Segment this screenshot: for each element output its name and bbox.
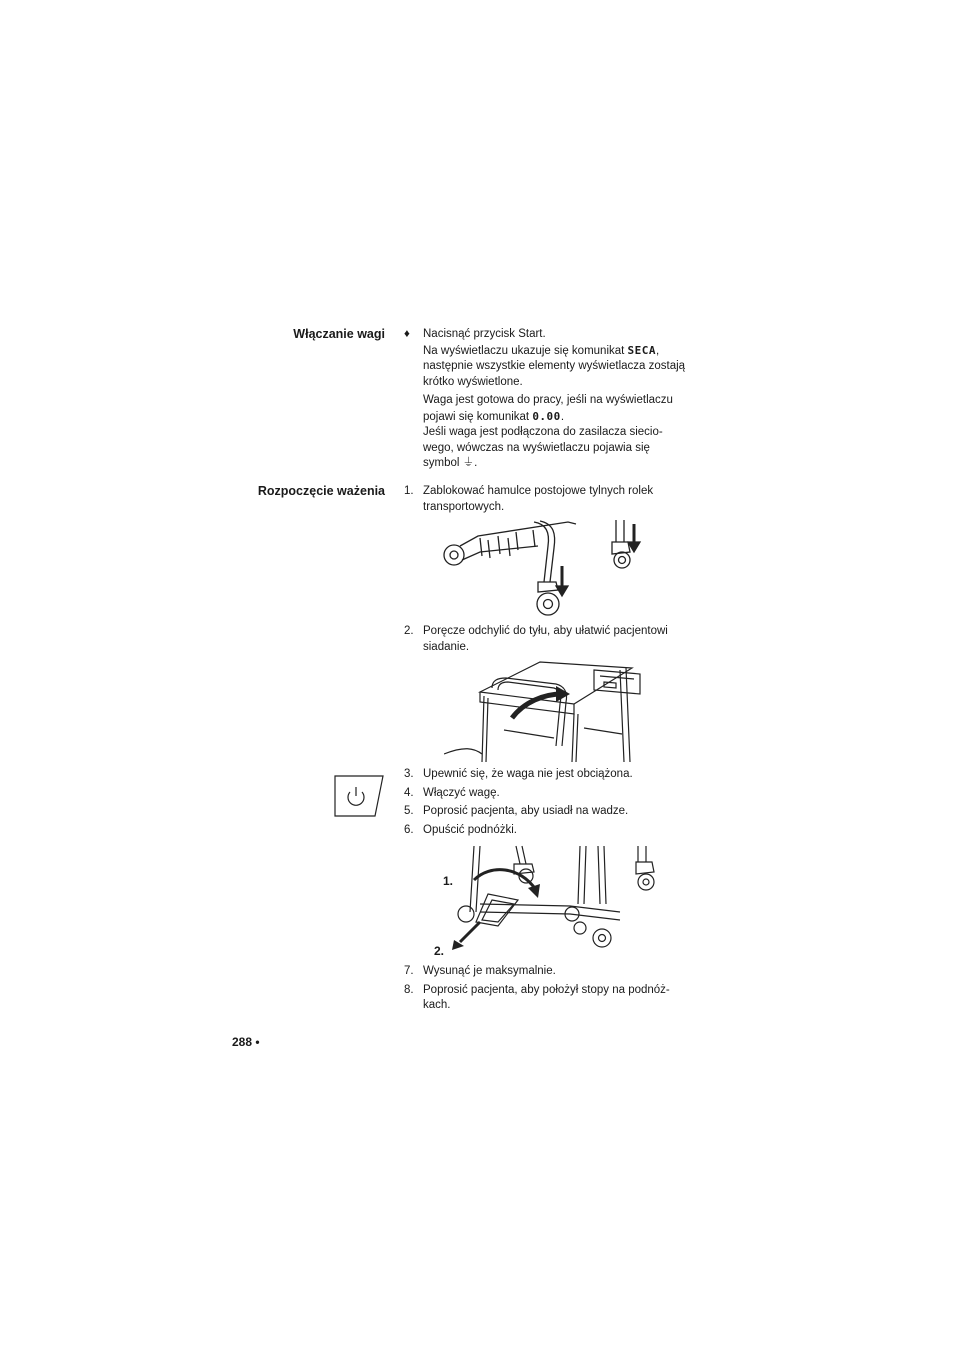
text-line: następnie wszystkie elementy wyświetlacza zostają <box>423 360 686 372</box>
text-line: Jeśli waga jest podłączona do zasilacza siecio- <box>423 426 663 438</box>
figure-label-2: 2. <box>434 944 445 958</box>
display-zero: 0.00 <box>532 409 561 423</box>
heading-wlaczanie-wagi: Włączanie wagi <box>293 327 385 341</box>
step-3 <box>404 767 704 783</box>
heading-rozpoczecie-wazenia: Rozpoczęcie ważenia <box>257 484 385 498</box>
text-line: Upewnić się, że waga nie jest obciążona. <box>423 768 633 780</box>
text-line: Na wyświetlaczu ukazuje się komunikat SECA, <box>423 343 660 357</box>
step-number: 4. <box>404 786 414 799</box>
text-line: Nacisnąć przycisk Start. <box>423 328 546 340</box>
figure-footrests <box>434 842 662 960</box>
text-line: pojawi się komunikat 0.00. <box>423 409 565 423</box>
step-4 <box>404 786 704 802</box>
power-icon <box>348 787 364 805</box>
page-number: 288 • <box>232 1035 260 1049</box>
text-line: Poprosić pacjenta, aby usiadł na wadze. <box>423 805 629 817</box>
text-line: siadanie. <box>423 640 470 653</box>
text-line: Zablokować hamulce postojowe tylnych rolek <box>423 485 654 497</box>
text-line: kach. <box>423 999 451 1011</box>
step-number: 7. <box>404 965 414 977</box>
figure-armrests <box>444 658 656 762</box>
text-line: symbol ⏚. <box>423 457 478 469</box>
text-line: Poręcze odchylić do tyłu, aby ułatwić pacjentowi <box>423 625 668 637</box>
display-seca: SECA <box>627 343 657 357</box>
step-5 <box>404 804 704 820</box>
text-line: wego, wówczas na wyświetlaczu pojawia się <box>423 441 650 454</box>
text-line: krótko wyświetlone. <box>423 375 523 388</box>
text-line: Opuścić podnóżki. <box>423 823 517 836</box>
start-button-graphic <box>333 774 385 818</box>
section1-body <box>404 327 704 472</box>
steps-3-6 <box>404 767 704 838</box>
step-number: 8. <box>404 983 414 996</box>
step-2 <box>404 624 704 655</box>
step-number: 1. <box>404 485 414 497</box>
text-line: Włączyć wagę. <box>423 786 500 799</box>
step-8 <box>404 983 704 1014</box>
step-number: 5. <box>404 805 414 817</box>
step-number: 3. <box>404 768 414 780</box>
text-line: Wysunąć je maksymalnie. <box>423 965 556 977</box>
step-number: 6. <box>404 823 414 836</box>
figure-brakes <box>438 516 670 620</box>
text-line: Poprosić pacjenta, aby położył stopy na podnóż- <box>423 983 670 996</box>
step-7 <box>404 964 704 980</box>
text-line: transportowych. <box>423 500 505 513</box>
step-number: 2. <box>404 625 414 637</box>
steps-7-8 <box>404 964 704 1014</box>
step-6 <box>404 823 704 839</box>
text-line: Waga jest gotowa do pracy, jeśli na wyświetlaczu <box>423 394 673 406</box>
step-1 <box>404 484 704 515</box>
bullet-icon: ♦ <box>404 328 410 340</box>
plug-icon: ⏚ <box>462 457 475 469</box>
figure-label-1: 1. <box>443 874 454 888</box>
